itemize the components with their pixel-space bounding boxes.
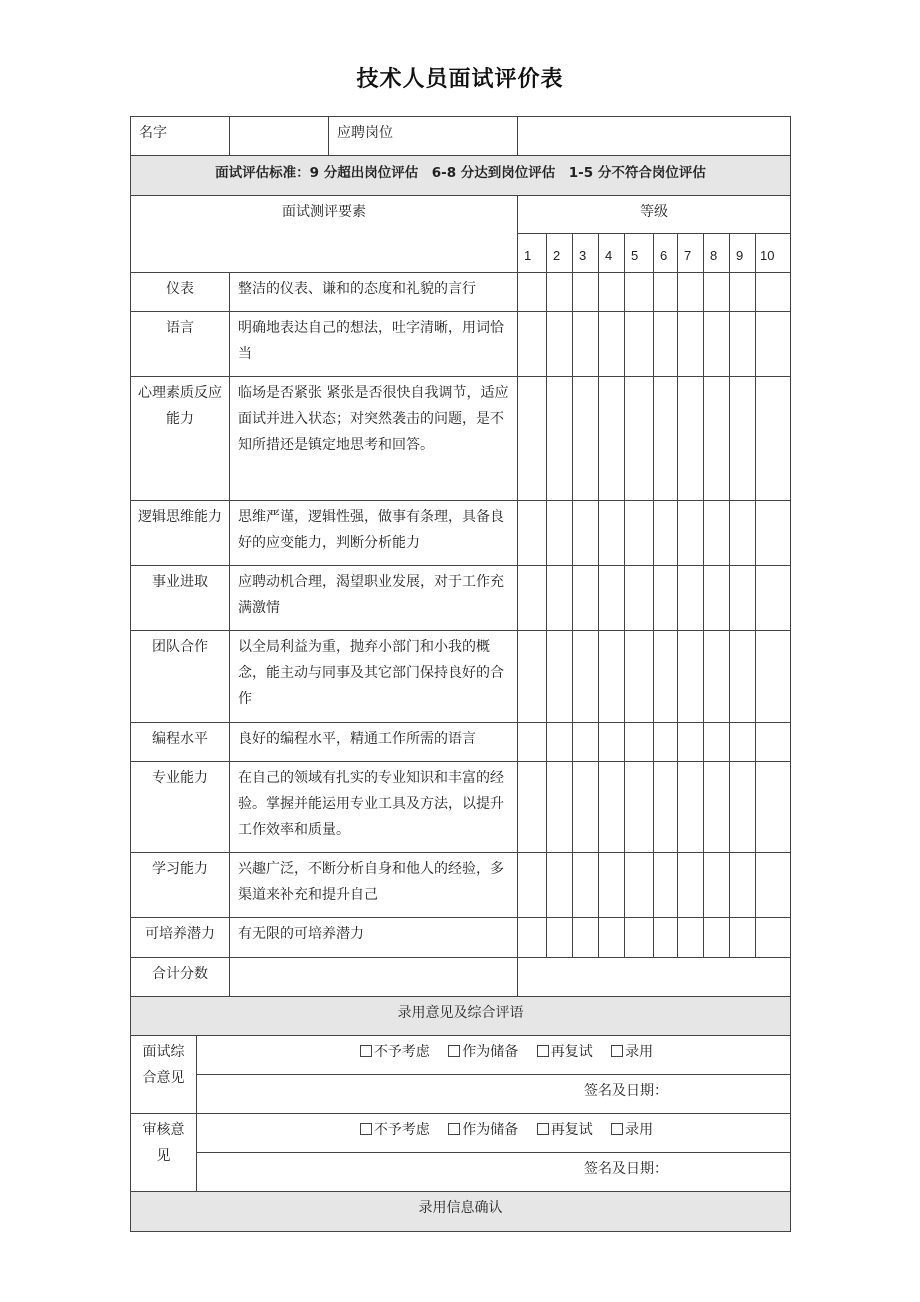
- score-cell[interactable]: [573, 631, 599, 723]
- score-cell[interactable]: [730, 273, 756, 312]
- score-cell[interactable]: [518, 762, 547, 853]
- grade-5: 5: [625, 234, 654, 273]
- score-cell[interactable]: [518, 723, 547, 762]
- grade-9: 9: [730, 234, 756, 273]
- criteria-name: 仪表: [131, 273, 230, 312]
- score-cell[interactable]: [625, 631, 654, 723]
- score-cell[interactable]: [599, 762, 625, 853]
- review-opinion-options: [197, 1114, 791, 1153]
- score-cell[interactable]: [704, 501, 730, 566]
- criteria-row: [131, 631, 791, 723]
- score-cell[interactable]: [756, 312, 791, 377]
- criteria-desc: 有无限的可培养潜力: [230, 918, 518, 958]
- score-cell[interactable]: [654, 723, 678, 762]
- criteria-desc: 明确地表达自己的想法，吐字清晰，用词恰当: [230, 312, 518, 377]
- score-cell[interactable]: [678, 762, 704, 853]
- score-cell[interactable]: [599, 853, 625, 918]
- score-cell[interactable]: [547, 762, 573, 853]
- score-cell[interactable]: [654, 377, 678, 501]
- score-cell[interactable]: [547, 631, 573, 723]
- score-cell[interactable]: [678, 273, 704, 312]
- checkbox-icon[interactable]: [360, 1045, 372, 1057]
- option-reject[interactable]: 不予考虑: [360, 1044, 430, 1060]
- name-label: 名字: [131, 117, 230, 156]
- criteria-row: [131, 762, 791, 853]
- score-cell[interactable]: [625, 918, 654, 958]
- criteria-row: [131, 853, 791, 918]
- score-cell[interactable]: [547, 501, 573, 566]
- score-cell[interactable]: [625, 273, 654, 312]
- score-cell[interactable]: [704, 566, 730, 631]
- criteria-name: 编程水平: [131, 723, 230, 762]
- option-reject[interactable]: 不予考虑: [360, 1122, 430, 1138]
- score-cell[interactable]: [518, 273, 547, 312]
- score-cell[interactable]: [654, 918, 678, 958]
- criteria-name: 心理素质反应能力: [131, 377, 230, 501]
- review-sign-row: [131, 1153, 791, 1192]
- score-cell[interactable]: [654, 853, 678, 918]
- checkbox-icon[interactable]: [537, 1123, 549, 1135]
- score-cell[interactable]: [518, 631, 547, 723]
- score-cell[interactable]: [756, 377, 791, 501]
- score-cell[interactable]: [599, 501, 625, 566]
- criteria-desc: 思维严谨，逻辑性强，做事有条理，具备良好的应变能力，判断分析能力: [230, 501, 518, 566]
- checkbox-icon[interactable]: [611, 1123, 623, 1135]
- criteria-row: [131, 566, 791, 631]
- score-cell[interactable]: [730, 918, 756, 958]
- score-cell[interactable]: [599, 566, 625, 631]
- checkbox-icon[interactable]: [537, 1045, 549, 1057]
- score-cell[interactable]: [704, 723, 730, 762]
- total-grade-field[interactable]: [518, 958, 791, 997]
- score-cell[interactable]: [730, 762, 756, 853]
- score-cell[interactable]: [518, 566, 547, 631]
- confirm-section-row: [131, 1192, 791, 1232]
- interview-opinion-row: [131, 1036, 791, 1075]
- header-row: [131, 117, 791, 156]
- score-cell[interactable]: [730, 631, 756, 723]
- score-cell[interactable]: [756, 918, 791, 958]
- option-hire[interactable]: 录用: [611, 1122, 653, 1138]
- interview-opinion-label: 面试综合意见: [131, 1036, 197, 1114]
- name-field[interactable]: [230, 117, 329, 156]
- score-cell[interactable]: [678, 918, 704, 958]
- grade-3: 3: [573, 234, 599, 273]
- checkbox-icon[interactable]: [448, 1045, 460, 1057]
- grade-10: 10: [756, 234, 791, 273]
- score-cell[interactable]: [730, 312, 756, 377]
- score-cell[interactable]: [573, 312, 599, 377]
- score-cell[interactable]: [599, 312, 625, 377]
- score-cell[interactable]: [599, 631, 625, 723]
- review-sign-date[interactable]: 签名及日期：: [197, 1153, 791, 1192]
- criteria-row: [131, 723, 791, 762]
- total-row: [131, 958, 791, 997]
- criteria-name: 事业进取: [131, 566, 230, 631]
- score-cell[interactable]: [704, 853, 730, 918]
- score-cell[interactable]: [573, 377, 599, 501]
- checkbox-icon[interactable]: [448, 1123, 460, 1135]
- score-cell[interactable]: [730, 723, 756, 762]
- score-cell[interactable]: [678, 377, 704, 501]
- score-cell[interactable]: [518, 312, 547, 377]
- score-cell[interactable]: [547, 273, 573, 312]
- opinion-section-row: [131, 997, 791, 1036]
- option-hire[interactable]: 录用: [611, 1044, 653, 1060]
- checkbox-icon[interactable]: [611, 1045, 623, 1057]
- criteria-desc: 临场是否紧张 紧张是否很快自我调节，适应面试并进入状态；对突然袭击的问题，是不知所措还是镇定地思考和回答。: [230, 377, 518, 501]
- score-cell[interactable]: [678, 501, 704, 566]
- score-cell[interactable]: [756, 762, 791, 853]
- score-cell[interactable]: [573, 501, 599, 566]
- score-cell[interactable]: [625, 762, 654, 853]
- score-cell[interactable]: [625, 853, 654, 918]
- score-cell[interactable]: [518, 377, 547, 501]
- total-label: 合计分数: [131, 958, 230, 997]
- score-cell[interactable]: [518, 501, 547, 566]
- criteria-desc: 应聘动机合理，渴望职业发展，对于工作充满激情: [230, 566, 518, 631]
- review-opinion-label: 审核意见: [131, 1114, 197, 1192]
- score-cell[interactable]: [654, 312, 678, 377]
- option-reserve[interactable]: 作为储备: [448, 1122, 518, 1138]
- position-field[interactable]: [518, 117, 791, 156]
- checkbox-icon[interactable]: [360, 1123, 372, 1135]
- interview-sign-date[interactable]: 签名及日期：: [197, 1075, 791, 1114]
- grade-6: 6: [654, 234, 678, 273]
- score-cell[interactable]: [730, 501, 756, 566]
- score-cell[interactable]: [756, 566, 791, 631]
- criteria-row: [131, 312, 791, 377]
- criteria-name: 团队合作: [131, 631, 230, 723]
- score-cell[interactable]: [573, 566, 599, 631]
- grid-header-row: [131, 196, 791, 234]
- score-cell[interactable]: [704, 762, 730, 853]
- score-cell[interactable]: [678, 723, 704, 762]
- criteria-row: [131, 273, 791, 312]
- score-cell[interactable]: [678, 566, 704, 631]
- score-cell[interactable]: [625, 723, 654, 762]
- score-cell[interactable]: [573, 918, 599, 958]
- criteria-row: [131, 377, 791, 501]
- score-cell[interactable]: [599, 918, 625, 958]
- confirm-section-title: 录用信息确认: [131, 1192, 791, 1232]
- grade-2: 2: [547, 234, 573, 273]
- score-cell[interactable]: [704, 273, 730, 312]
- criteria-desc: 整洁的仪表、谦和的态度和礼貌的言行: [230, 273, 518, 312]
- grade-1: 1: [518, 234, 547, 273]
- score-cell[interactable]: [547, 566, 573, 631]
- score-cell[interactable]: [518, 853, 547, 918]
- score-cell[interactable]: [599, 273, 625, 312]
- criteria-name: 可培养潜力: [131, 918, 230, 958]
- score-cell[interactable]: [756, 853, 791, 918]
- criteria-row: [131, 501, 791, 566]
- grade-4: 4: [599, 234, 625, 273]
- criteria-row: [131, 918, 791, 958]
- criteria-desc: 在自己的领域有扎实的专业知识和丰富的经验。掌握并能运用专业工具及方法，以提升工作效率和质量。: [230, 762, 518, 853]
- score-cell[interactable]: [654, 501, 678, 566]
- grade-header: 等级: [518, 196, 791, 234]
- interview-sign-row: [131, 1075, 791, 1114]
- standard-row: [131, 156, 791, 196]
- position-label: 应聘岗位: [329, 117, 518, 156]
- score-cell[interactable]: [756, 501, 791, 566]
- interview-opinion-options: [197, 1036, 791, 1075]
- score-cell[interactable]: [547, 853, 573, 918]
- score-cell[interactable]: [704, 312, 730, 377]
- criteria-name: 专业能力: [131, 762, 230, 853]
- review-opinion-row: [131, 1114, 791, 1153]
- criteria-desc: 以全局利益为重，抛弃小部门和小我的概念，能主动与同事及其它部门保持良好的合作: [230, 631, 518, 723]
- score-cell[interactable]: [625, 566, 654, 631]
- score-cell[interactable]: [654, 273, 678, 312]
- score-cell[interactable]: [654, 566, 678, 631]
- criteria-name: 逻辑思维能力: [131, 501, 230, 566]
- option-reinterview[interactable]: 再复试: [537, 1122, 593, 1138]
- score-cell[interactable]: [573, 762, 599, 853]
- score-cell[interactable]: [756, 273, 791, 312]
- score-cell[interactable]: [730, 377, 756, 501]
- score-cell[interactable]: [573, 723, 599, 762]
- criteria-desc: 兴趣广泛，不断分析自身和他人的经验，多渠道来补充和提升自己: [230, 853, 518, 918]
- total-field[interactable]: [230, 958, 518, 997]
- score-cell[interactable]: [678, 312, 704, 377]
- score-cell[interactable]: [654, 762, 678, 853]
- score-cell[interactable]: [678, 853, 704, 918]
- score-cell[interactable]: [599, 723, 625, 762]
- evaluation-form: [130, 116, 791, 1232]
- score-cell[interactable]: [625, 312, 654, 377]
- evaluation-standard: 面试评估标准：9 分超出岗位评估 6-8 分达到岗位评估 1-5 分不符合岗位评估: [131, 156, 791, 196]
- score-cell[interactable]: [704, 377, 730, 501]
- element-header: 面试测评要素: [131, 196, 518, 273]
- score-cell[interactable]: [547, 312, 573, 377]
- grade-7: 7: [678, 234, 704, 273]
- score-cell[interactable]: [573, 853, 599, 918]
- score-cell[interactable]: [730, 853, 756, 918]
- score-cell[interactable]: [547, 377, 573, 501]
- option-reinterview[interactable]: 再复试: [537, 1044, 593, 1060]
- opinion-section-title: 录用意见及综合评语: [131, 997, 791, 1036]
- score-cell[interactable]: [678, 631, 704, 723]
- score-cell[interactable]: [654, 631, 678, 723]
- score-cell[interactable]: [704, 631, 730, 723]
- score-cell[interactable]: [547, 918, 573, 958]
- score-cell[interactable]: [599, 377, 625, 501]
- score-cell[interactable]: [573, 273, 599, 312]
- score-cell[interactable]: [625, 501, 654, 566]
- page-title: 技术人员面试评价表: [356, 67, 564, 92]
- score-cell[interactable]: [730, 566, 756, 631]
- score-cell[interactable]: [756, 723, 791, 762]
- score-cell[interactable]: [547, 723, 573, 762]
- score-cell[interactable]: [704, 918, 730, 958]
- score-cell[interactable]: [625, 377, 654, 501]
- grade-8: 8: [704, 234, 730, 273]
- criteria-name: 语言: [131, 312, 230, 377]
- score-cell[interactable]: [756, 631, 791, 723]
- criteria-desc: 良好的编程水平，精通工作所需的语言: [230, 723, 518, 762]
- criteria-name: 学习能力: [131, 853, 230, 918]
- option-reserve[interactable]: 作为储备: [448, 1044, 518, 1060]
- score-cell[interactable]: [518, 918, 547, 958]
